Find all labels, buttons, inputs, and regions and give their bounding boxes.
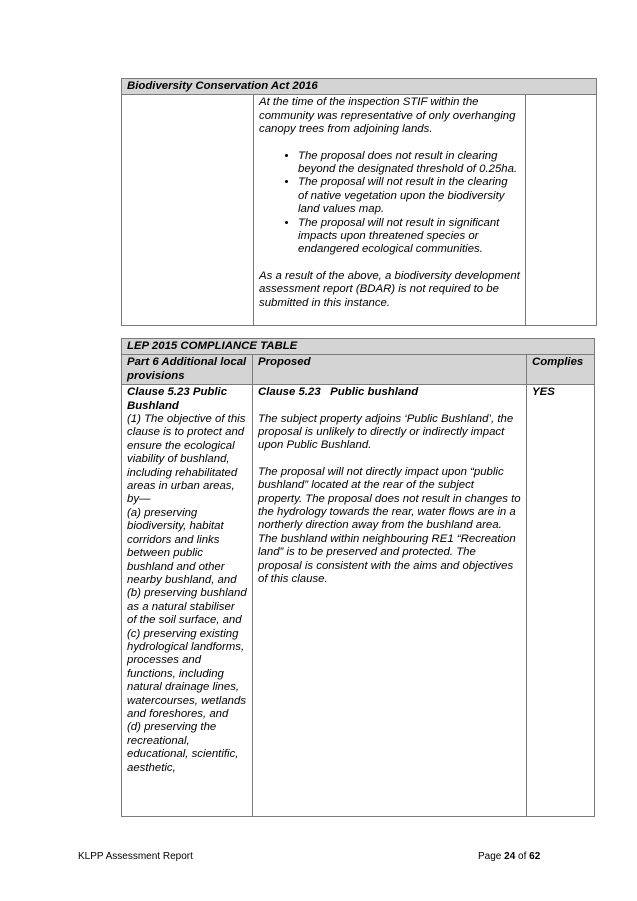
biodiversity-content-cell: [254, 95, 526, 326]
header-part6: Part 6 Additional local provisions: [122, 355, 253, 385]
biodiversity-bullet-2: • The proposal will not result in the clearing of native vegetation upon the biodiversity land values map.: [298, 176, 520, 216]
biodiversity-empty-cell-left: [122, 95, 254, 326]
biodiversity-bullet-1: • The proposal does not result in clearing beyond the designated threshold of 0.25ha.: [298, 150, 520, 177]
clause-title: Clause 5.23 Public Bushland: [127, 386, 228, 412]
proposed-title: Clause 5.23 Public bushland: [258, 386, 419, 399]
footer-page-total: 62: [529, 851, 541, 862]
clause-cell: [122, 385, 253, 817]
footer-page-sep: of: [515, 851, 530, 862]
biodiversity-conclusion: As a result of the above, a biodiversity development assessment report (BDAR) is not required to be submitted in this instance.: [259, 269, 520, 309]
footer-page-prefix: Page: [478, 851, 505, 862]
biodiversity-bullet-list: [259, 150, 520, 257]
footer-report-name: KLPP Assessment Report: [78, 851, 193, 862]
biodiversity-bullet-3: • The proposal will not result in significant impacts upon threatened species or endangered ecological communities.: [298, 217, 520, 257]
lep-compliance-table: [121, 338, 595, 817]
biodiversity-act-table: [121, 78, 597, 326]
clause-text: (1) The objective of this clause is to protect and ensure the ecological viability of bushland, including rehabilitated areas in urban areas, by—: [127, 413, 246, 506]
footer-page-number: [478, 851, 540, 862]
proposed-cell: [253, 385, 527, 817]
biodiversity-table-title: Biodiversity Conservation Act 2016: [122, 79, 597, 95]
footer-page-current: 24: [504, 851, 516, 862]
clause-item-b: (b) preserving bushland as a natural stabiliser of the soil surface, and: [127, 587, 247, 627]
biodiversity-intro: At the time of the inspection STIF within the community was representative of only overhanging canopy trees from adjoining lands.: [259, 96, 516, 136]
lep-table-title: LEP 2015 COMPLIANCE TABLE: [122, 339, 595, 355]
clause-item-c: (c) preserving existing hydrological landforms, processes and functions, including natural drainage lines, watercourses, wetlands and foreshores, and: [127, 627, 247, 720]
proposed-paragraph-2: The proposal will not directly impact upon “public bushland” located at the rear of the subject property. The proposal does not result in changes to the hydrology towards the rear, water flows are in a northerly direction away from the bushland area. The bushland within neighbouring RE1 “Recreation land” is to be preserved and protected. The proposal is consistent with the aims and objectives of this clause.: [258, 465, 521, 586]
header-complies: Complies: [527, 355, 595, 385]
complies-cell: YES: [527, 385, 595, 817]
proposed-paragraph-1: The subject property adjoins ‘Public Bushland’, the proposal is unlikely to directly or indirectly impact upon Public Bushland.: [258, 412, 514, 452]
header-proposed: Proposed: [253, 355, 527, 385]
clause-item-a: (a) preserving biodiversity, habitat corridors and links between public bushland and other nearby bushland, and: [127, 506, 237, 586]
biodiversity-empty-cell-right: [526, 95, 597, 326]
clause-item-d: (d) preserving the recreational, educational, scientific, aesthetic,: [127, 721, 239, 774]
